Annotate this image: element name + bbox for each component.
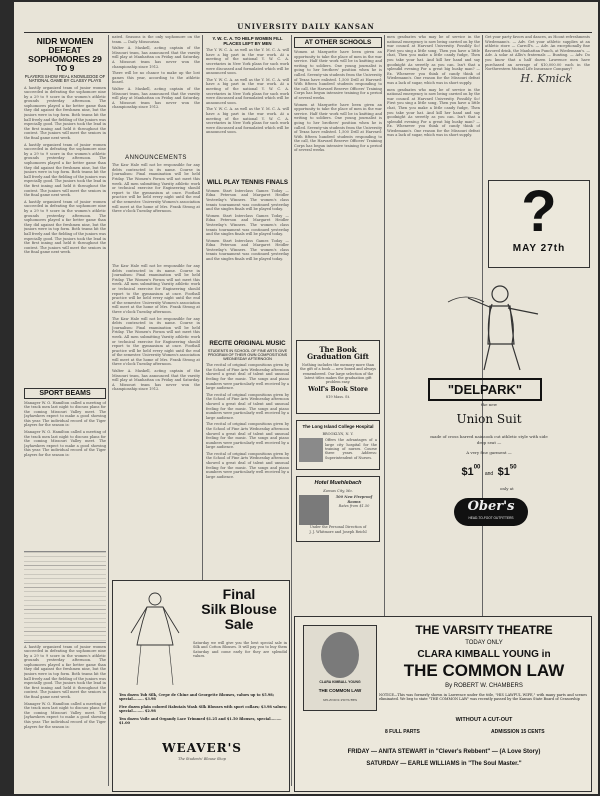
sale-title: [191, 587, 287, 632]
recital-body: [206, 363, 289, 580]
announcements-cont: [112, 264, 200, 392]
hotel-name: Hotel Muehlebach: [314, 480, 362, 486]
hospital-body: Offers the advantages of a large city hospital for the training of nurses. Course three years. Address: Superintendent of Nurses.: [325, 438, 377, 460]
article-text-cont: A hastily organized team of junior women succeeded in defeating the sophomore nine by a 29 to 9 score in the women's athletic grounds yesterday afternoon. The sophomores played a far better game than they did against the freshmen nine, but the juniors were in top form. Both teams hit the ball freely and the fielding of the juniors was especially good. The juniors took the lead in the first inning and held it throughout the contest. The juniors will meet the seniors in the final game next week.: [24, 199, 106, 255]
announcements-head: ANNOUNCEMENTS: [125, 155, 187, 161]
delpark-brand: "DELPARK": [428, 378, 542, 401]
obers-tagline: HEAD-TO-FOOT OUTFITTERS: [468, 516, 514, 520]
ywca-text-3: The Y. W. C. A. as well as the Y. M. C. A. will have a big part in the war work. At a meeting of the national Y. W. C. A. secretaries in New York plans for such work were discussed and formulated which will be announced soon.: [206, 107, 289, 135]
headline-women-defeat: NIDR WOMEN DEFEAT SOPHOMORES 29 TO 9: [28, 36, 102, 73]
column-2-mid: [112, 264, 200, 580]
obers-name: Ober's: [467, 499, 515, 514]
hotel-muehlebach-ad: [296, 476, 380, 542]
sale-title-3: Sale: [224, 616, 254, 632]
badge-mid: THE COMMON LAW: [318, 688, 362, 693]
question-mark: ?: [521, 180, 557, 244]
other-schools-body: [294, 50, 382, 335]
hospital-title: The Long Island College Hospital: [302, 424, 374, 429]
theatre-parts: 8 FULL PARTS: [385, 729, 420, 735]
ywca-text-2: The Y. W. C. A. as well as the Y. M. C. A. will have a big part in the war work. At a meeting of the national Y. W. C. A. secretaries in New York plans for such work were discussed and formulated which will be announced soon.: [206, 77, 289, 105]
hospital-ad: [296, 420, 380, 470]
col5-text-2: men graduates who may be of service in the national emergency is now being carried on by the war council at Harvard University. Possibly So! First you sing a little song, Then you have a little chat, Then you make a little candy fudge, Then you take your hat. And kill her hand and say goodnight As sweetly as you can. Isn't that a splendid evening For a great big husky man? — Ex. Whenever you think of candy think of Wiedemann's. One reason for the Missouri defeat was a lack of sugar, which was in short supply.: [387, 87, 480, 138]
portrait-image: [321, 632, 359, 678]
price-1-cents: 00: [473, 464, 481, 471]
announcements-text-4: Walter A. Maskell, acting captain of the Missouri team, has announced that the varsity will play at Manhattan on Friday and Saturday. A Missouri team has never won the championship since 1912.: [112, 369, 200, 392]
hotel-building-image: [299, 495, 329, 525]
at-other-schools-head: AT OTHER SCHOOLS: [294, 37, 382, 48]
column-1-tail: [24, 645, 106, 788]
col6-text: Get your party favors and dances, as Hoont refreshments Wiedemann's. — Adv. Get your athletic supplies at an athletic store — Carroll's. — Adv. An exceptionally fine flavored drink, the Manhattan Punch, at Wiedemann's. — Adv. A solar at Allis's fraternals — Bunting. — Adv. Do you know that a half dozen Lawrence men have purchased an average of $10,000.00 each in the Northwestern Mutual Life Insurance Company?: [485, 35, 590, 72]
signature: H. Kmick: [520, 71, 572, 85]
announcements-body: [112, 163, 200, 214]
column-6: [485, 35, 590, 175]
theatre-star: CLARA KIMBALL YOUNG in: [417, 649, 551, 660]
col2-para-1: nated. Seasons is the only sophomore on the team. — Daily Missourian.: [112, 35, 200, 44]
sale-line-2: Five dozen plain colored Habutais Wash Silk Blouses with sport collars; $3.98 values; special......... $2.98: [119, 705, 287, 714]
hospital-building-image: [299, 438, 323, 462]
column-2-top: [112, 35, 200, 261]
theatre-saturday: SATURDAY — EARLE WILLIAMS in "The Soul Master.": [366, 761, 522, 767]
newspaper-page: [14, 2, 598, 794]
weavers-blouse-sale-ad: [112, 580, 290, 792]
column-1: [24, 35, 106, 787]
book-ad-store: Wolf's Book Store: [308, 385, 368, 393]
sale-body: Saturday we will give you the best special sale in Silk and Cotton Blouses. It will pay you to buy them Saturday and come early for they are splendid values.: [193, 641, 287, 659]
tennis-text-2: Women Start Interclass Games Today — Edna Peterson and Margaret Heidler Yesterday's Winners. The women's class tennis tournament was continued yesterday and the singles finals will be played today.: [206, 213, 289, 237]
col2-body: [112, 35, 200, 153]
page-header: UNIVERSITY DAILY KANSAN: [237, 22, 375, 31]
delpark-prices: [444, 462, 534, 480]
hospital-city: BROOKLYN, N. Y.: [322, 431, 354, 436]
delpark-only-at: only at: [500, 486, 514, 491]
hotel-manager: J. J. Whitmore and Joseph Reichl: [309, 529, 367, 534]
sale-title-1: Final: [222, 586, 256, 602]
schools-text: Women at Marquette have been given an opportunity to take the place of men in the war service. Half their work will be in knitting and writing to soldiers. One young journalist is going to her brothers' position when he is called. Seventy-six students from the University of Texas have enlisted. 1,500 Drill at Harvard: With fifteen hundred students responding to the call, the Harvard Reserve Officers' Training Corps has begun intensive training for a period of several weeks.: [294, 50, 382, 100]
article-text-cont: A hastily organized team of junior women succeeded in defeating the sophomore nine by a 29 to 9 score in the women's athletic grounds yesterday afternoon. The sophomores played a far better game than they did against the freshmen nine, but the juniors were in top form. Both teams hit the ball freely and the fielding of the juniors was especially good. The juniors took the lead in the first inning and held it throughout the contest. The juniors will meet the seniors in the final game next week.: [24, 142, 106, 198]
tail-text: A hastily organized team of junior women succeeded in defeating the sophomore nine by a 29 to 9 score in the women's athletic grounds yesterday afternoon. The sophomores played a far better game than they did against the freshmen nine, but the juniors were in top form. Both teams hit the ball freely and the fielding of the juniors was especially good. The juniors took the lead in the first inning and held it throughout the contest. The juniors will meet the seniors in the final game next week.: [24, 644, 106, 700]
hotel-city: Kansas City, Mo.: [323, 488, 353, 493]
hotel-direction: Under the Personal Direction of: [309, 525, 367, 530]
delpark-the-new: the new: [480, 402, 498, 407]
tail-text-2: Manager W. O. Hamilton called a meeting of the track men last night to discuss plans for the coming Missouri Valley meet. The Jayhawkers expect to make a good showing this year. The individual record of the Tiger players for the season is:: [24, 701, 106, 729]
column-4: [294, 35, 382, 335]
announcements-text-2: The Kaw Hale will not be responsible for any debts contracted in its name. Course in Journalism: Final examination will be held Friday. The Women's Forum will not meet this week. All men submitting Varsity athletic work or technical exercise for Engineering should report to the gymnasium at once. Football practice will be held every night until the end of the semester. University Women's association will meet at the home of Mrs. Frank Strong at three o'clock Tuesday afternoon.: [112, 264, 200, 314]
theatre-admission: ADMISSION 15 CENTS: [491, 729, 545, 735]
tennis-text: Women Start Interclass Games Today — Edna Peterson and Margaret Heidler Yesterday's Winners. The women's class tennis tournament was continued yesterday and the singles finals will be played today.: [206, 188, 289, 212]
announcements-text-3: The Kaw Hale will not be responsible for any debts contracted in its name. Course in Journalism: Final examination will be held Friday. The Women's Forum will not meet this week. All men submitting Varsity athletic work or technical exercise for Engineering should report to the gymnasium at once. Football practice will be held every night until the end of the semester. University Women's association will meet at the home of Mrs. Frank Strong at three o'clock Tuesday afternoon.: [112, 316, 200, 367]
section-head-sport-beams: SPORT BEAMS: [24, 388, 106, 399]
subheadline: PLAYERS SHOW REAL KNOWLEDGE OF NATIONAL GAME BY CLASSY PLAYS: [24, 73, 106, 84]
sale-line-1: Ten dozen Tub Silk, Crepe de Chine and Georgette Blouses, values up to $5.98; special......... $3.98: [119, 693, 275, 702]
book-ad-title: The Book Graduation Gift: [307, 345, 369, 362]
theatre-today: TODAY ONLY: [465, 640, 503, 646]
tennis-text-3: Women Start Interclass Games Today — Edna Peterson and Margaret Heidler Yesterday's Winners. The women's class tennis tournament was continued yesterday and the singles finals will be played today.: [206, 238, 289, 262]
theatre-without: WITHOUT A CUT-OUT: [455, 717, 513, 723]
column-rule: [291, 35, 292, 786]
schools-text-2: Women at Marquette have been given an opportunity to take the place of men in the war service. Half their work will be in knitting and writing to soldiers. One young journalist is going to her brothers' position when he is called. Seventy-six students from the University of Texas have enlisted. 1,500 Drill at Harvard: With fifteen hundred students responding to the call, the Harvard Reserve Officers' Training Corps has begun intensive training for a period of several weeks.: [294, 102, 382, 153]
ywca-body: [206, 48, 289, 178]
sale-title-2: Silk Blouse: [201, 601, 277, 617]
blouse-illustration: [117, 585, 191, 691]
recital-headline: RECITE ORIGINAL MUSIC: [209, 339, 286, 347]
col2-para-3: There will be no chance to make up the lost games this year, according to the athletic board.: [112, 71, 200, 85]
recital-text-3: The recital of original compositions given by the School of Fine Arts Wednesday afternoon showed a great deal of talent and unusual feeling for the music. The songs and piano numbers were particularly well received by a large audience.: [206, 422, 289, 450]
book-ad-body: Nothing includes the memory more than the gift of a book — new boxed and always remembered. Our large selection of the latest titles makes the graduation gift problem easy.: [300, 362, 376, 385]
theatre-film: THE COMMON LAW: [403, 661, 565, 680]
sport-beams-body: [24, 401, 106, 551]
delpark-title: Union Suit: [456, 412, 522, 426]
price-1: $1: [461, 466, 474, 478]
athlete-illustration: [388, 274, 590, 374]
theatre-notice: NOTICE—This was formerly shown in Lawrence under the title, "HIS LAWFUL WIFE," with many parts and scenes eliminated. We beg to state "THE COMMON LAW" was recently passed by the Kansas State Board of Censorship: [379, 693, 587, 702]
book-ad-address: 819 Mass. St.: [325, 395, 351, 400]
article-text: A hastily organized team of junior women succeeded in defeating the sophomore nine by a 29 to 9 score in the women's athletic grounds yesterday afternoon. The sophomores played a far better game than they did against the freshmen nine, but the juniors were in top form. Both teams hit the ball freely and the fielding of the juniors was especially good. The juniors took the lead in the first inning and held it throughout the contest. The juniors will meet the seniors in the final game next week.: [24, 85, 106, 141]
header-rule: [24, 32, 592, 33]
delpark-union-suit-ad: [388, 274, 590, 612]
column-rule: [108, 35, 109, 786]
col6-body: [485, 35, 590, 72]
tennis-headline: WILL PLAY TENNIS FINALS: [206, 179, 289, 187]
sport-text-cont: Manager W. O. Hamilton called a meeting of the track men last night to discuss plans for the coming Missouri Valley meet. The Jayhawkers expect to make a good showing this year. The individual record of the Tiger players for the season is:: [24, 430, 106, 458]
recital-text-2: The recital of original compositions given by the School of Fine Arts Wednesday afternoon showed a great deal of talent and unusual feeling for the music. The songs and piano numbers were particularly well received by a large audience.: [206, 392, 289, 420]
clara-young-badge: [303, 625, 377, 711]
hotel-rates: Rates from $1.50: [338, 503, 370, 508]
delpark-desc: made of cross barred nainsook cut athletic style with side drop seat —: [430, 434, 548, 445]
col5-text: men graduates who may be of service in the national emergency is now being carried on by the war council at Harvard University. Possibly So! First you sing a little song, Then you have a little chat, Then you make a little candy fudge, Then you take your hat. And kill her hand and say goodnight As sweetly as you can. Isn't that a splendid evening For a great big husky man? — Ex. Whenever you think of candy think of Wiedemann's. One reason for the Missouri defeat was a lack of sugar, which was in short supply.: [387, 35, 480, 85]
recital-text: The recital of original compositions given by the School of Fine Arts Wednesday afternoon showed a great deal of talent and unusual feeling for the music. The songs and piano numbers were particularly well received by a large audience.: [206, 363, 289, 391]
price-2-cents: 50: [509, 464, 517, 471]
hotel-rooms: 500 New Fireproof Rooms: [335, 495, 373, 504]
price-and: and: [484, 471, 494, 477]
weavers-name: WEAVER'S: [162, 741, 242, 755]
delpark-garment-line: A very fine garment —: [466, 450, 512, 455]
obers-logo: [454, 498, 528, 526]
stats-rows: [24, 552, 106, 642]
book-store-ad: [296, 340, 380, 414]
col2-para-4: Walter A. Maskell, acting captain of the Missouri team, has announced that the varsity will play at Manhattan on Friday and Saturday. A Missouri team has never won the championship since 1912.: [112, 86, 200, 110]
announcements-text: The Kaw Hale will not be responsible for any debts contracted in its name. Course in Journalism: Final examination will be held Friday. The Women's Forum will not meet this week. All men submitting Varsity athletic work or technical exercise for Engineering should report to the gymnasium at once. Football practice will be held every night until the end of the semester. University Women's association will meet at the home of Mrs. Frank Strong at three o'clock Tuesday afternoon.: [112, 163, 200, 214]
column-5: [387, 35, 480, 225]
ywca-headline: Y. W. C. A. TO HELP WOMEN FILL PLACES LEFT BY MEN: [212, 36, 283, 46]
date-teaser-ad: [488, 180, 590, 268]
theatre-friday: FRIDAY — ANITA STEWART in "Clever's Rebbent" — (A Love Story): [347, 749, 541, 755]
teaser-date: MAY 27th: [512, 243, 566, 254]
sale-line-3: Ten dozen Voile and Organdy Lace Trimmed $1.25 and $1.50 Blouses, special......... $1.00: [119, 717, 282, 726]
varsity-theatre-ad: [294, 616, 592, 792]
price-2: $1: [497, 466, 510, 478]
recital-text-4: The recital of original compositions given by the School of Fine Arts Wednesday afternoon showed a great deal of talent and unusual feeling for the music. The songs and piano numbers were particularly well received by a large audience.: [206, 451, 289, 479]
tennis-body: [206, 189, 289, 339]
recital-subhead: STUDENTS IN SCHOOL OF FINE ARTS GIVE PROGRAM OF THEIR OWN COMPOSITIONS WEDNESDAY AFTERNOON: [207, 349, 288, 362]
article-body: [24, 86, 106, 386]
tiger-stats-table: [24, 551, 106, 643]
col5-body: [387, 35, 480, 138]
badge-bot: SELZNICK PICTURES: [322, 698, 358, 702]
ywca-text: The Y. W. C. A. as well as the Y. M. C. A. will have a big part in the war work. At a meeting of the national Y. W. C. A. secretaries in New York plans for such work were discussed and formulated which will be announced soon.: [206, 48, 289, 76]
col2-para-2: Walter A. Maskell, acting captain of the Missouri team, has announced that the varsity will play at Manhattan on Friday and Saturday. A Missouri team has never won the championship since 1912.: [112, 46, 200, 69]
column-3: [206, 35, 289, 580]
sport-text: Manager W. O. Hamilton called a meeting of the track men last night to discuss plans for the coming Missouri Valley meet. The Jayhawkers expect to make a good showing this year. The individual record of the Tiger players for the season is:: [24, 400, 106, 428]
theatre-author: By ROBERT W. CHAMBERS: [445, 683, 523, 689]
badge-top: CLARA KIMBALL YOUNG: [319, 680, 361, 684]
weavers-sub: The Students' Blouse Shop: [178, 757, 226, 761]
theatre-title: THE VARSITY THEATRE: [415, 623, 553, 637]
